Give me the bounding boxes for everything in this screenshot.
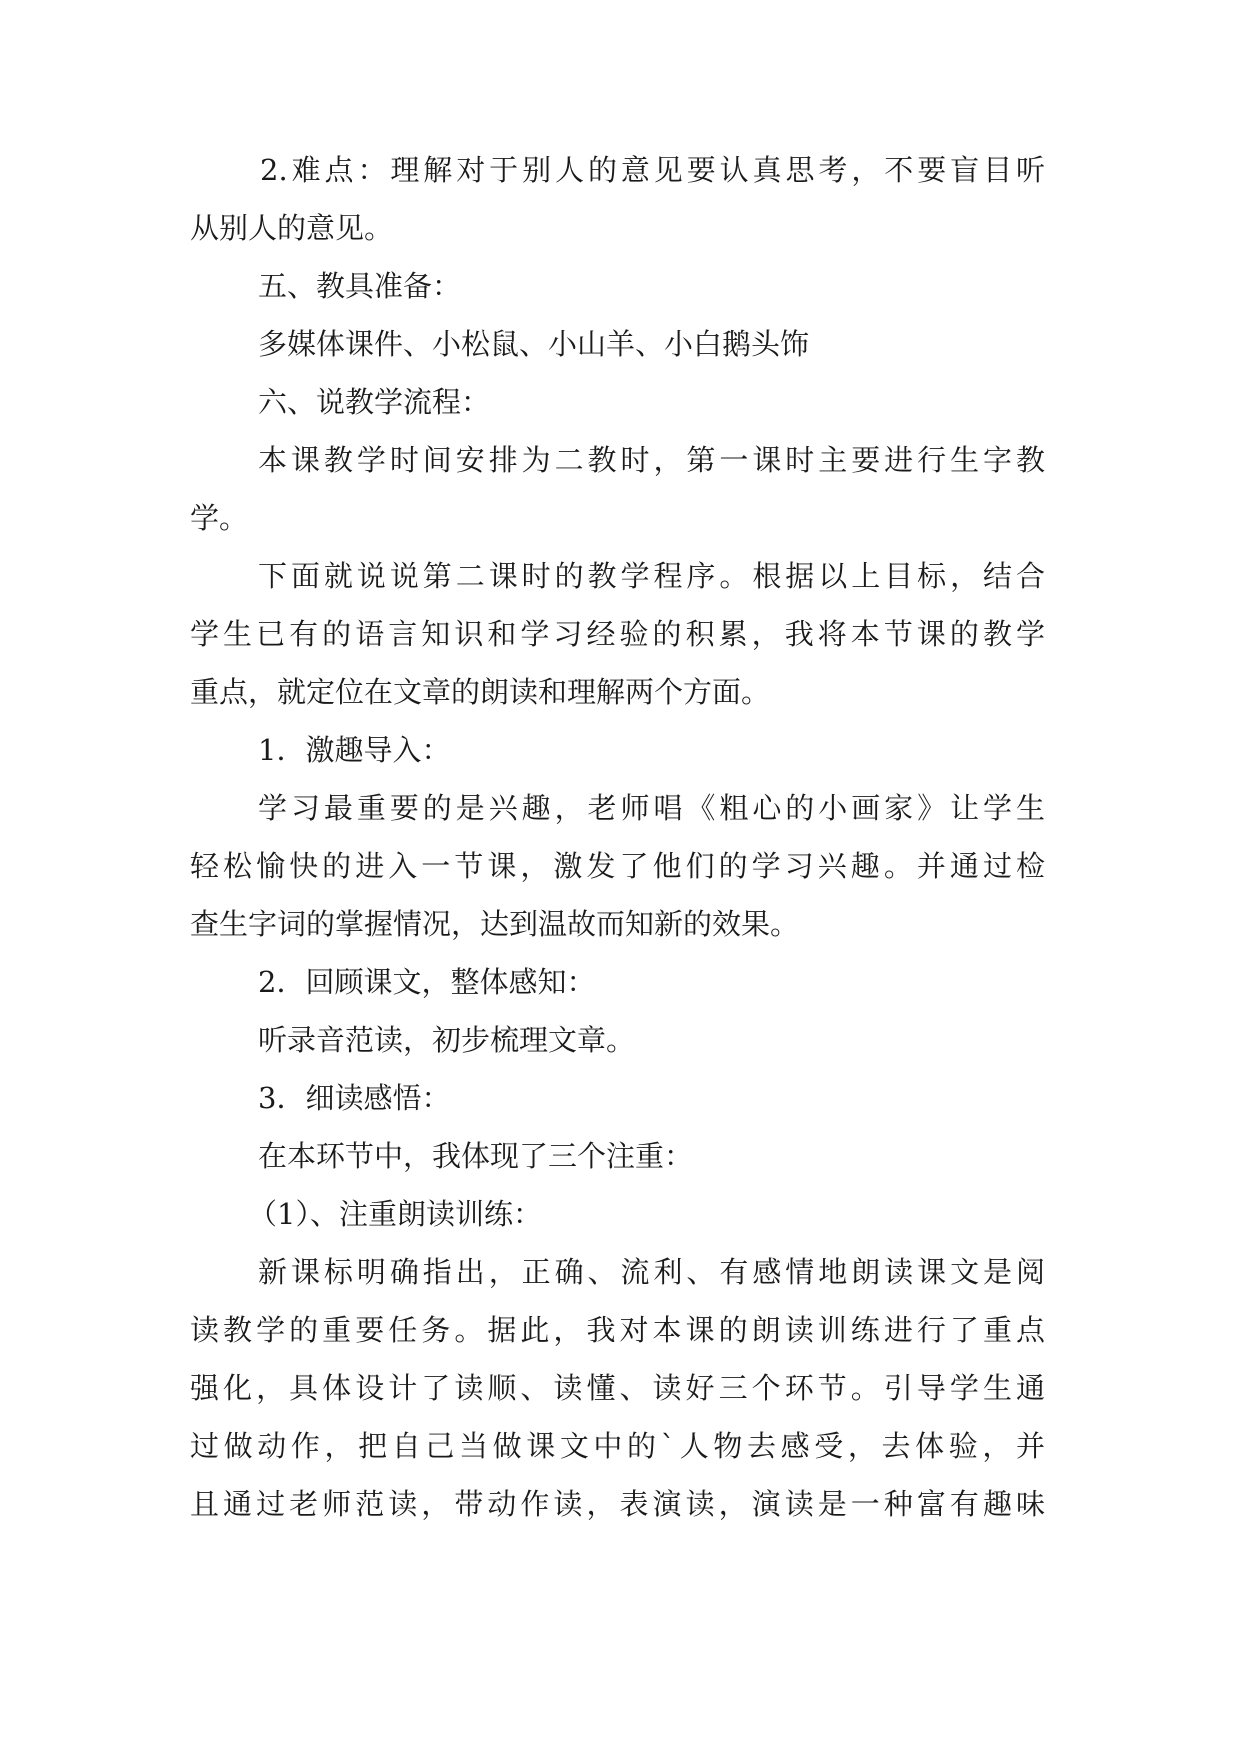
- text-line: 强化，具体设计了读顺、读懂、读好三个环节。引导学生通: [190, 1371, 1045, 1405]
- text-line: 五、教具准备：: [258, 269, 462, 303]
- text-line: 1．激趣导入：: [258, 733, 451, 767]
- text-line: 学。: [190, 501, 249, 535]
- text-line: 且通过老师范读，带动作读，表演读，演读是一种富有趣味: [190, 1487, 1045, 1521]
- text-line: 学习最重要的是兴趣，老师唱《粗心的小画家》让学生: [258, 791, 1045, 825]
- text-line: 在本环节中，我体现了三个注重：: [258, 1139, 694, 1173]
- text-line: （1）、注重朗读训练：: [248, 1197, 542, 1231]
- text-line: 重点，就定位在文章的朗读和理解两个方面。: [190, 675, 771, 709]
- text-line: 查生字词的掌握情况，达到温故而知新的效果。: [190, 907, 800, 941]
- text-line: 新课标明确指出，正确、流利、有感情地朗读课文是阅: [258, 1255, 1045, 1289]
- text-line: 2．回顾课文，整体感知：: [258, 965, 596, 999]
- text-line: 3．细读感悟：: [258, 1081, 451, 1115]
- text-line: 2.难点：理解对于别人的意见要认真思考，不要盲目听: [260, 153, 1045, 187]
- text-line: 多媒体课件、小松鼠、小山羊、小白鹅头饰: [258, 327, 810, 361]
- text-line: 从别人的意见。: [190, 211, 394, 245]
- text-line: 下面就说说第二课时的教学程序。根据以上目标，结合: [258, 559, 1045, 593]
- text-line: 学生已有的语言知识和学习经验的积累，我将本节课的教学: [190, 617, 1045, 651]
- text-line: 过做动作，把自己当做课文中的`人物去感受，去体验，并: [190, 1429, 1045, 1463]
- text-line: 读教学的重要任务。据此，我对本课的朗读训练进行了重点: [190, 1313, 1045, 1347]
- text-line: 轻松愉快的进入一节课，激发了他们的学习兴趣。并通过检: [190, 849, 1045, 883]
- text-line: 本课教学时间安排为二教时，第一课时主要进行生字教: [258, 443, 1045, 477]
- text-line: 听录音范读，初步梳理文章。: [258, 1023, 636, 1057]
- text-line: 六、说教学流程：: [258, 385, 491, 419]
